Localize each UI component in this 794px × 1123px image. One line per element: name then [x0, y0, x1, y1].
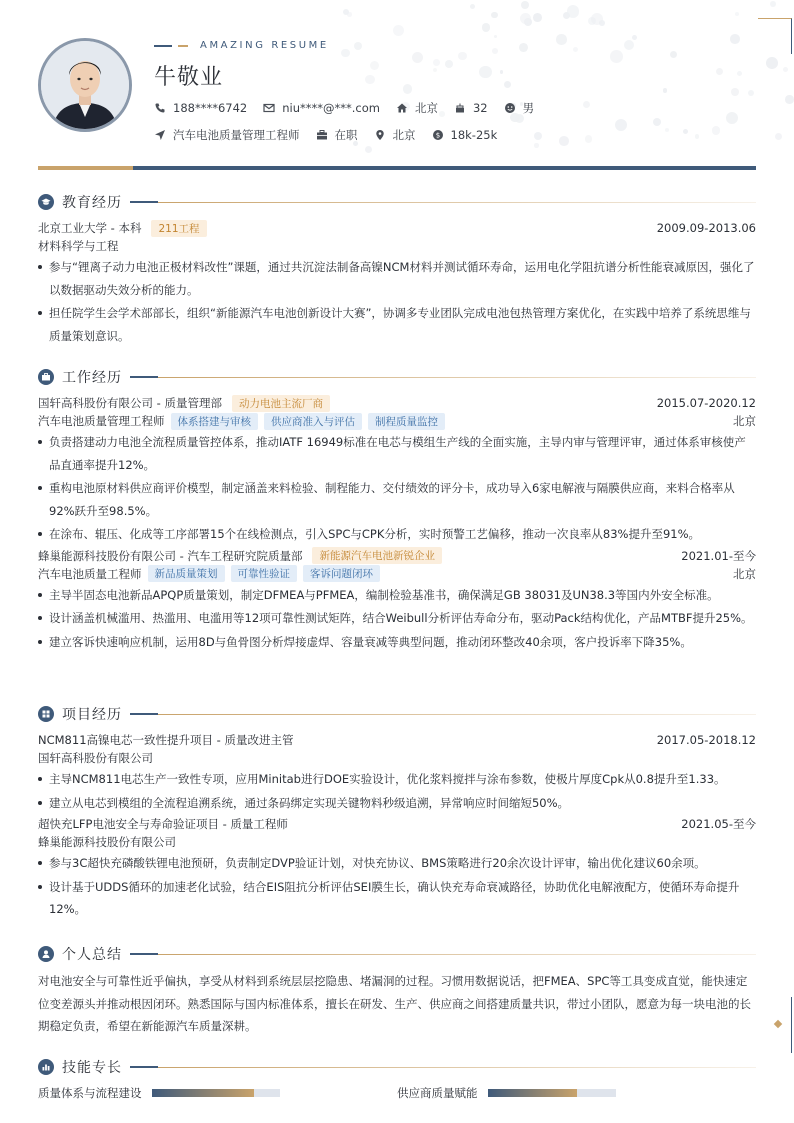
skill-item	[38, 1085, 397, 1101]
school-name: 北京工业大学 - 本科	[38, 221, 142, 235]
decorative-dot	[567, 5, 580, 18]
project-title-row	[38, 731, 756, 749]
section-title: 项目经历	[62, 707, 122, 723]
decorative-dot	[521, 1, 529, 9]
corner-decoration-bottom	[764, 997, 792, 1053]
list-item: 建立客诉快速响应机制，运用8D与鱼骨图分析焊接虚焊、容量衰减等典型问题，推动闭环整改40余项，客户投诉率下降35%。	[38, 631, 756, 654]
decorative-dot	[393, 25, 404, 36]
job-city: 北京	[733, 566, 756, 581]
decorative-dot	[482, 23, 490, 31]
corner-decoration-top	[758, 18, 792, 54]
education-entry-row	[38, 219, 756, 237]
project-entry	[38, 815, 756, 921]
section-title: 教育经历	[62, 195, 122, 211]
work-section	[38, 367, 756, 653]
section-line-navy	[130, 713, 158, 715]
project-org-row	[38, 833, 756, 851]
project-bullets	[38, 768, 756, 814]
projects-section	[38, 704, 756, 921]
skills-heading	[38, 1057, 756, 1077]
project-name: 超快充LFP电池安全与寿命验证项目 - 质量工程师	[38, 817, 288, 831]
tagline	[154, 40, 329, 51]
summary-text: 对电池安全与可靠性近乎偏执，享受从材料到系统层层挖隐患、堵漏洞的过程。习惯用数据说话，把FMEA、SPC等工具变成直觉，能快速定位变差源头并推动根因闭环。熟悉国际与国内标准体系，擅长在研发、生产、供应商之间搭建质量共识，带过小团队，愿意为每一块电池的长期稳定负责，希望在新能源汽车质量深耕。	[38, 974, 751, 1033]
graduation-cap-icon	[38, 194, 54, 210]
skill-tag: 制程质量监控	[368, 413, 445, 430]
candidate-name: 牛敬业	[154, 65, 224, 90]
section-line-gold	[158, 714, 756, 715]
section-line-gold	[158, 202, 756, 203]
job-bullets	[38, 584, 756, 654]
job-company-row	[38, 547, 756, 565]
list-item: 主导NCM811电芯生产一致性专项，应用Minitab进行DOE实验设计，优化浆料搅拌与涂布参数，使极片厚度Cpk从0.8提升至1.33。	[38, 768, 756, 791]
cake-icon	[454, 102, 466, 114]
project-org: 国轩高科股份有限公司	[38, 751, 153, 765]
project-org-row	[38, 749, 756, 767]
job-entry	[38, 394, 756, 546]
target-city-item	[374, 127, 416, 143]
job-city: 北京	[733, 414, 756, 428]
job-bullets	[38, 431, 756, 546]
phone-text: 188****6742	[173, 101, 248, 115]
section-line-gold	[158, 1067, 756, 1068]
education-bullets	[38, 256, 756, 347]
location-item	[396, 100, 438, 116]
briefcase-icon	[38, 369, 54, 385]
list-item: 建立从电芯到模组的全流程追溯系统，通过条码绑定实现关键物料秒级追溯，异常响应时间缩短50%。	[38, 792, 756, 815]
decorative-dot	[520, 13, 531, 24]
age-item	[454, 101, 488, 115]
status-item	[316, 127, 358, 143]
skill-bar-fill	[488, 1089, 578, 1097]
section-line-navy	[130, 376, 158, 378]
salary-text: 18k-25k	[450, 128, 498, 142]
header-divider-navy	[133, 166, 756, 170]
svg-text:$: $	[435, 131, 440, 140]
skills-list	[38, 1085, 756, 1101]
contact-row	[154, 100, 544, 116]
list-item: 参与3C超快充磷酸铁锂电池预研，负责制定DVP验证计划，对快充协议、BMS策略进行20余次设计评审，输出优化建议60余项。	[38, 852, 756, 875]
company-tag: 动力电池主流厂商	[232, 395, 330, 412]
target-role-item	[154, 127, 300, 143]
skill-label: 供应商质量赋能	[397, 1086, 478, 1100]
project-org: 蜂巢能源科技股份有限公司	[38, 835, 176, 849]
decorative-dot	[766, 57, 778, 69]
briefcase-icon	[316, 129, 328, 141]
job-role-row	[38, 565, 756, 583]
major: 材料科学与工程	[38, 239, 119, 253]
email-item	[263, 101, 380, 115]
decorative-dot	[785, 95, 793, 103]
list-item: 重构电池原材料供应商评价模型，制定涵盖来料检验、制程能力、交付绩效的评分卡，成功导入6家电解液与隔膜供应商，来料合格率从92%跃升至98.5%。	[38, 477, 756, 522]
project-date: 2021.05-至今	[681, 817, 756, 831]
job-date: 2021.01-至今	[681, 548, 756, 563]
summary-heading	[38, 944, 756, 964]
tagline-bar-navy	[154, 45, 172, 47]
section-line-gold	[158, 954, 756, 955]
tagline-text: AMAZING RESUME	[200, 40, 329, 51]
skill-item	[397, 1085, 756, 1101]
education-date: 2009.09-2013.06	[656, 221, 756, 235]
project-bullets	[38, 852, 756, 921]
gender-text: 男	[522, 101, 535, 115]
section-title: 个人总结	[62, 947, 122, 963]
company-name: 蜂巢能源科技股份有限公司 - 汽车工程研究院质量部	[38, 548, 303, 563]
job-role: 汽车电池质量工程师	[38, 566, 142, 581]
decorative-dot	[775, 133, 783, 141]
grid-icon	[38, 706, 54, 722]
summary-section	[38, 944, 756, 1038]
header-divider	[38, 166, 756, 170]
education-section	[38, 192, 756, 347]
user-icon	[38, 946, 54, 962]
list-item: 参与“锂离子动力电池正极材料改性”课题，通过共沉淀法制备高镍NCM材料并测试循环寿命，运用电化学阻抗谱分析性能衰减原因，强化了以数据驱动失效分析的能力。	[38, 256, 756, 301]
education-heading	[38, 192, 756, 212]
map-pin-icon	[374, 129, 386, 141]
job-entry	[38, 547, 756, 654]
skill-tag: 体系搭建与审核	[171, 413, 259, 430]
section-title: 技能专长	[62, 1060, 122, 1076]
skill-tag: 可靠性验证	[231, 565, 298, 582]
skills-section	[38, 1057, 756, 1101]
projects-heading	[38, 704, 756, 724]
home-icon	[396, 102, 408, 114]
target-role-text: 汽车电池质量管理工程师	[173, 128, 300, 142]
list-item: 主导半固态电池新品APQP质量策划，制定DFMEA与PFMEA，编制检验基准书，确保满足GB 38031及UN38.3等国内外安全标准。	[38, 584, 756, 607]
section-title: 工作经历	[62, 370, 122, 386]
skill-bar-track	[152, 1089, 280, 1097]
section-line-navy	[130, 201, 158, 203]
target-city-text: 北京	[392, 128, 416, 142]
header-divider-gold	[38, 166, 133, 170]
list-item: 设计基于UDDS循环的加速老化试验，结合EIS阻抗分析评估SEI膜生长，确认快充寿命衰减路径，协助优化电解液配方，使循环寿命提升12%。	[38, 876, 756, 921]
age-text: 32	[472, 101, 488, 115]
decorative-dot	[770, 1, 776, 7]
school-tag: 211工程	[151, 220, 206, 237]
bar-chart-icon	[38, 1059, 54, 1075]
job-role: 汽车电池质量管理工程师	[38, 414, 165, 428]
job-date: 2015.07-2020.12	[656, 396, 756, 410]
coin-icon	[432, 129, 444, 141]
project-entry	[38, 731, 756, 814]
decorative-dot	[783, 67, 788, 72]
skill-bar-track	[488, 1089, 616, 1097]
job-role-row	[38, 412, 756, 430]
resume-header	[38, 38, 756, 158]
work-heading	[38, 367, 756, 387]
mail-icon	[263, 102, 275, 114]
project-title-row	[38, 815, 756, 833]
decorative-dot	[491, 12, 498, 19]
email-text: niu****@***.com	[282, 101, 380, 115]
diamond-icon	[774, 1020, 782, 1028]
decorative-dot	[470, 4, 475, 9]
avatar	[38, 38, 132, 132]
salary-item	[432, 128, 498, 142]
job-company-row	[38, 394, 756, 412]
major-row	[38, 237, 756, 255]
section-line-navy	[130, 1066, 158, 1068]
decorative-dot	[533, 13, 542, 22]
skill-tag: 供应商准入与评估	[264, 413, 362, 430]
decorative-dot	[599, 20, 605, 26]
phone-icon	[154, 102, 166, 114]
avatar-portrait-icon	[41, 41, 129, 129]
list-item: 负责搭建动力电池全流程质量管控体系，推动IATF 16949标准在电芯与模组生产线的全面实施，主导内审与管理评审，通过体系审核使产品直通率提升12%。	[38, 431, 756, 476]
skill-label: 质量体系与流程建设	[38, 1086, 142, 1100]
smile-icon	[504, 102, 516, 114]
skill-bar-fill	[152, 1089, 254, 1097]
job-intention-row	[154, 127, 507, 143]
project-date: 2017.05-2018.12	[656, 733, 756, 747]
section-line-navy	[130, 953, 158, 955]
list-item: 担任院学生会学术部部长，组织“新能源汽车电池创新设计大赛”，协调多专业团队完成电池包热管理方案优化，在实践中培养了系统思维与质量策划意识。	[38, 302, 756, 347]
section-line-gold	[158, 377, 756, 378]
gender-item	[504, 100, 535, 116]
skill-tag: 新品质量策划	[148, 565, 225, 582]
project-name: NCM811高镍电芯一致性提升项目 - 质量改进主管	[38, 733, 294, 747]
company-tag: 新能源汽车电池新锐企业	[312, 547, 442, 564]
tagline-bar-gold	[178, 45, 188, 47]
decorative-dot	[735, 12, 739, 16]
company-name: 国轩高科股份有限公司 - 质量管理部	[38, 396, 222, 410]
location-text: 北京	[414, 101, 438, 115]
send-icon	[154, 129, 166, 141]
list-item: 在涂布、辊压、化成等工序部署15个在线检测点，引入SPC与CPK分析，实时预警工艺偏移，推动一次良率从83%提升至91%。	[38, 523, 756, 546]
skill-tag: 客诉问题闭环	[303, 565, 380, 582]
status-text: 在职	[334, 128, 358, 142]
list-item: 设计涵盖机械滥用、热滥用、电滥用等12项可靠性测试矩阵，结合Weibull分析评估寿命分布，驱动Pack结构优化，产品MTBF提升25%。	[38, 607, 756, 630]
phone-item	[154, 101, 247, 115]
